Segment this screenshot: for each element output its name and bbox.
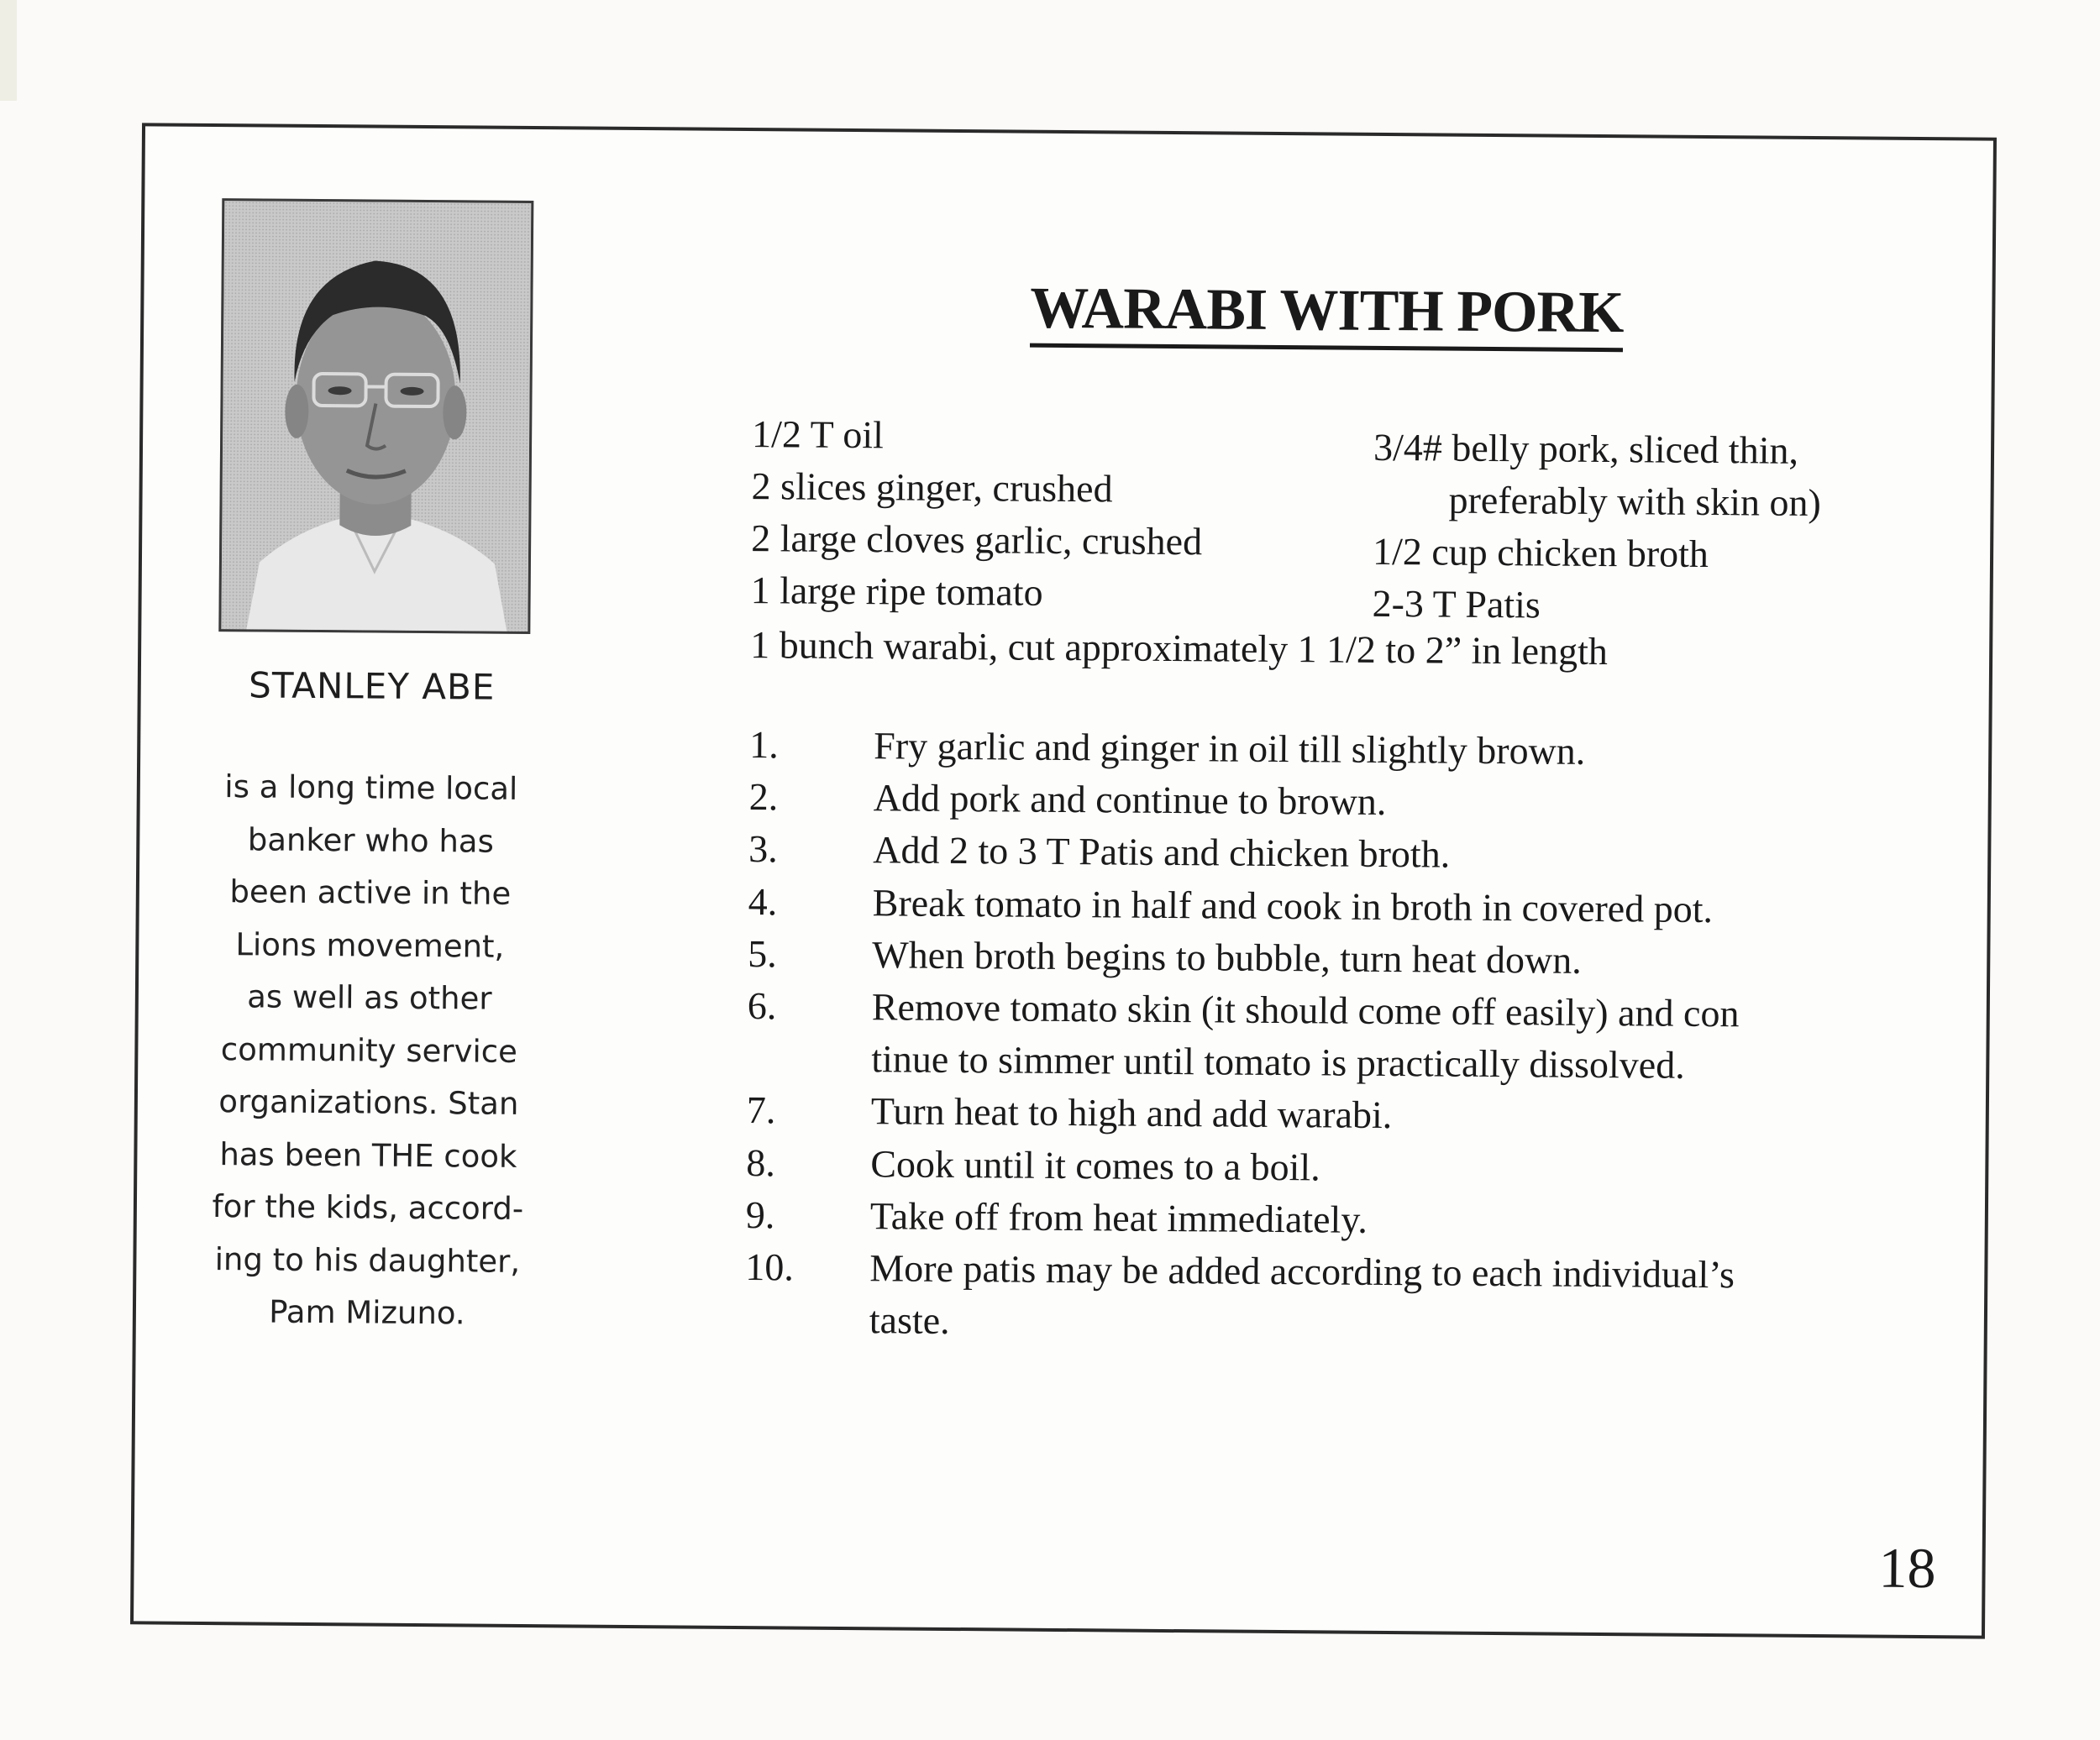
instruction-step bbox=[749, 719, 1741, 778]
ingredient-item: 2-3 T Patis bbox=[1372, 581, 1541, 626]
instruction-step bbox=[749, 771, 1741, 831]
bio-line: for the kids, accord- bbox=[212, 1188, 524, 1227]
ingredients-right-column bbox=[1372, 422, 1821, 633]
bio-line: organizations. Stan bbox=[218, 1083, 519, 1122]
person-name: STANLEY ABE bbox=[248, 664, 496, 708]
bio-line: has been THE cook bbox=[219, 1135, 517, 1175]
step-text: Take off from heat immediately. bbox=[869, 1194, 1368, 1241]
ingredient-item: 1/2 T oil bbox=[751, 412, 885, 457]
ingredients-left-column bbox=[750, 408, 1203, 620]
step-number: 5. bbox=[748, 931, 778, 976]
portrait-illustration bbox=[221, 201, 531, 632]
bio-line: Pam Mizuno. bbox=[269, 1293, 465, 1332]
bio-line: ing to his daughter, bbox=[214, 1240, 521, 1280]
step-number: 9. bbox=[745, 1192, 775, 1237]
bio-line: Lions movement, bbox=[235, 925, 505, 965]
step-text: Add pork and continue to brown. bbox=[873, 776, 1387, 824]
recipe-page-frame bbox=[130, 123, 1997, 1638]
bio-line: is a long time local bbox=[224, 768, 518, 807]
step-text: Add 2 to 3 T Patis and chicken broth. bbox=[873, 828, 1451, 877]
bio-line: banker who has bbox=[247, 820, 495, 860]
step-text: When broth begins to bubble, turn heat down. bbox=[872, 933, 1582, 982]
instruction-step bbox=[746, 1189, 1738, 1249]
ingredient-item: 1 large ripe tomato bbox=[750, 569, 1043, 614]
step-number: 1. bbox=[749, 723, 779, 767]
instructions-list bbox=[745, 719, 1741, 1354]
bio-line: as well as other bbox=[247, 978, 492, 1017]
step-text: Turn heat to high and add warabi. bbox=[870, 1089, 1393, 1137]
ingredient-item: 2 large cloves garlic, crushed bbox=[750, 516, 1203, 563]
step-number: 3. bbox=[748, 827, 778, 871]
instruction-step bbox=[747, 1084, 1739, 1144]
instruction-step-continuation bbox=[745, 1293, 1737, 1353]
instruction-step bbox=[748, 980, 1740, 1040]
page-edge-mark bbox=[0, 0, 17, 101]
step-number: 10. bbox=[745, 1245, 795, 1289]
step-number: 8. bbox=[746, 1140, 776, 1184]
page-number: 18 bbox=[1878, 1535, 1936, 1601]
instruction-step bbox=[748, 876, 1740, 936]
ingredient-item: 2 slices ginger, crushed bbox=[751, 464, 1113, 511]
step-text: Break tomato in half and cook in broth in covered pot. bbox=[872, 880, 1714, 930]
ingredient-item: 3/4# belly pork, sliced thin, bbox=[1373, 425, 1799, 472]
step-number: 4. bbox=[748, 879, 778, 923]
instruction-step bbox=[746, 1137, 1738, 1197]
instruction-step bbox=[748, 823, 1740, 883]
ingredient-item-continuation: preferably with skin on) bbox=[1448, 478, 1822, 525]
bio-line: been active in the bbox=[229, 873, 512, 912]
step-text: Fry garlic and ginger in oil till slightly brown. bbox=[874, 724, 1586, 773]
step-number: 7. bbox=[746, 1088, 776, 1132]
step-number: 2. bbox=[748, 775, 779, 819]
step-text: Remove tomato skin (it should come off easily) and con bbox=[871, 985, 1740, 1035]
ingredient-item: 1/2 cup chicken broth bbox=[1372, 529, 1709, 576]
step-number: 6. bbox=[747, 984, 777, 1028]
step-text: More patis may be added according to each individual’s bbox=[869, 1246, 1735, 1297]
instruction-step-continuation bbox=[747, 1032, 1739, 1092]
recipe-title: WARABI WITH PORK bbox=[1030, 276, 1624, 353]
portrait-photo bbox=[218, 198, 533, 634]
ingredient-item-full-width: 1 bunch warabi, cut approximately 1 1/2 to 2” in length bbox=[749, 623, 1609, 673]
person-bio bbox=[186, 761, 552, 1341]
instruction-step bbox=[748, 928, 1740, 988]
step-text: Cook until it comes to a boil. bbox=[870, 1141, 1320, 1189]
step-text: tinue to simmer until tomato is practically dissolved. bbox=[871, 1037, 1685, 1088]
instruction-step bbox=[745, 1241, 1737, 1301]
step-text: taste. bbox=[869, 1298, 950, 1343]
bio-line: community service bbox=[220, 1030, 518, 1070]
